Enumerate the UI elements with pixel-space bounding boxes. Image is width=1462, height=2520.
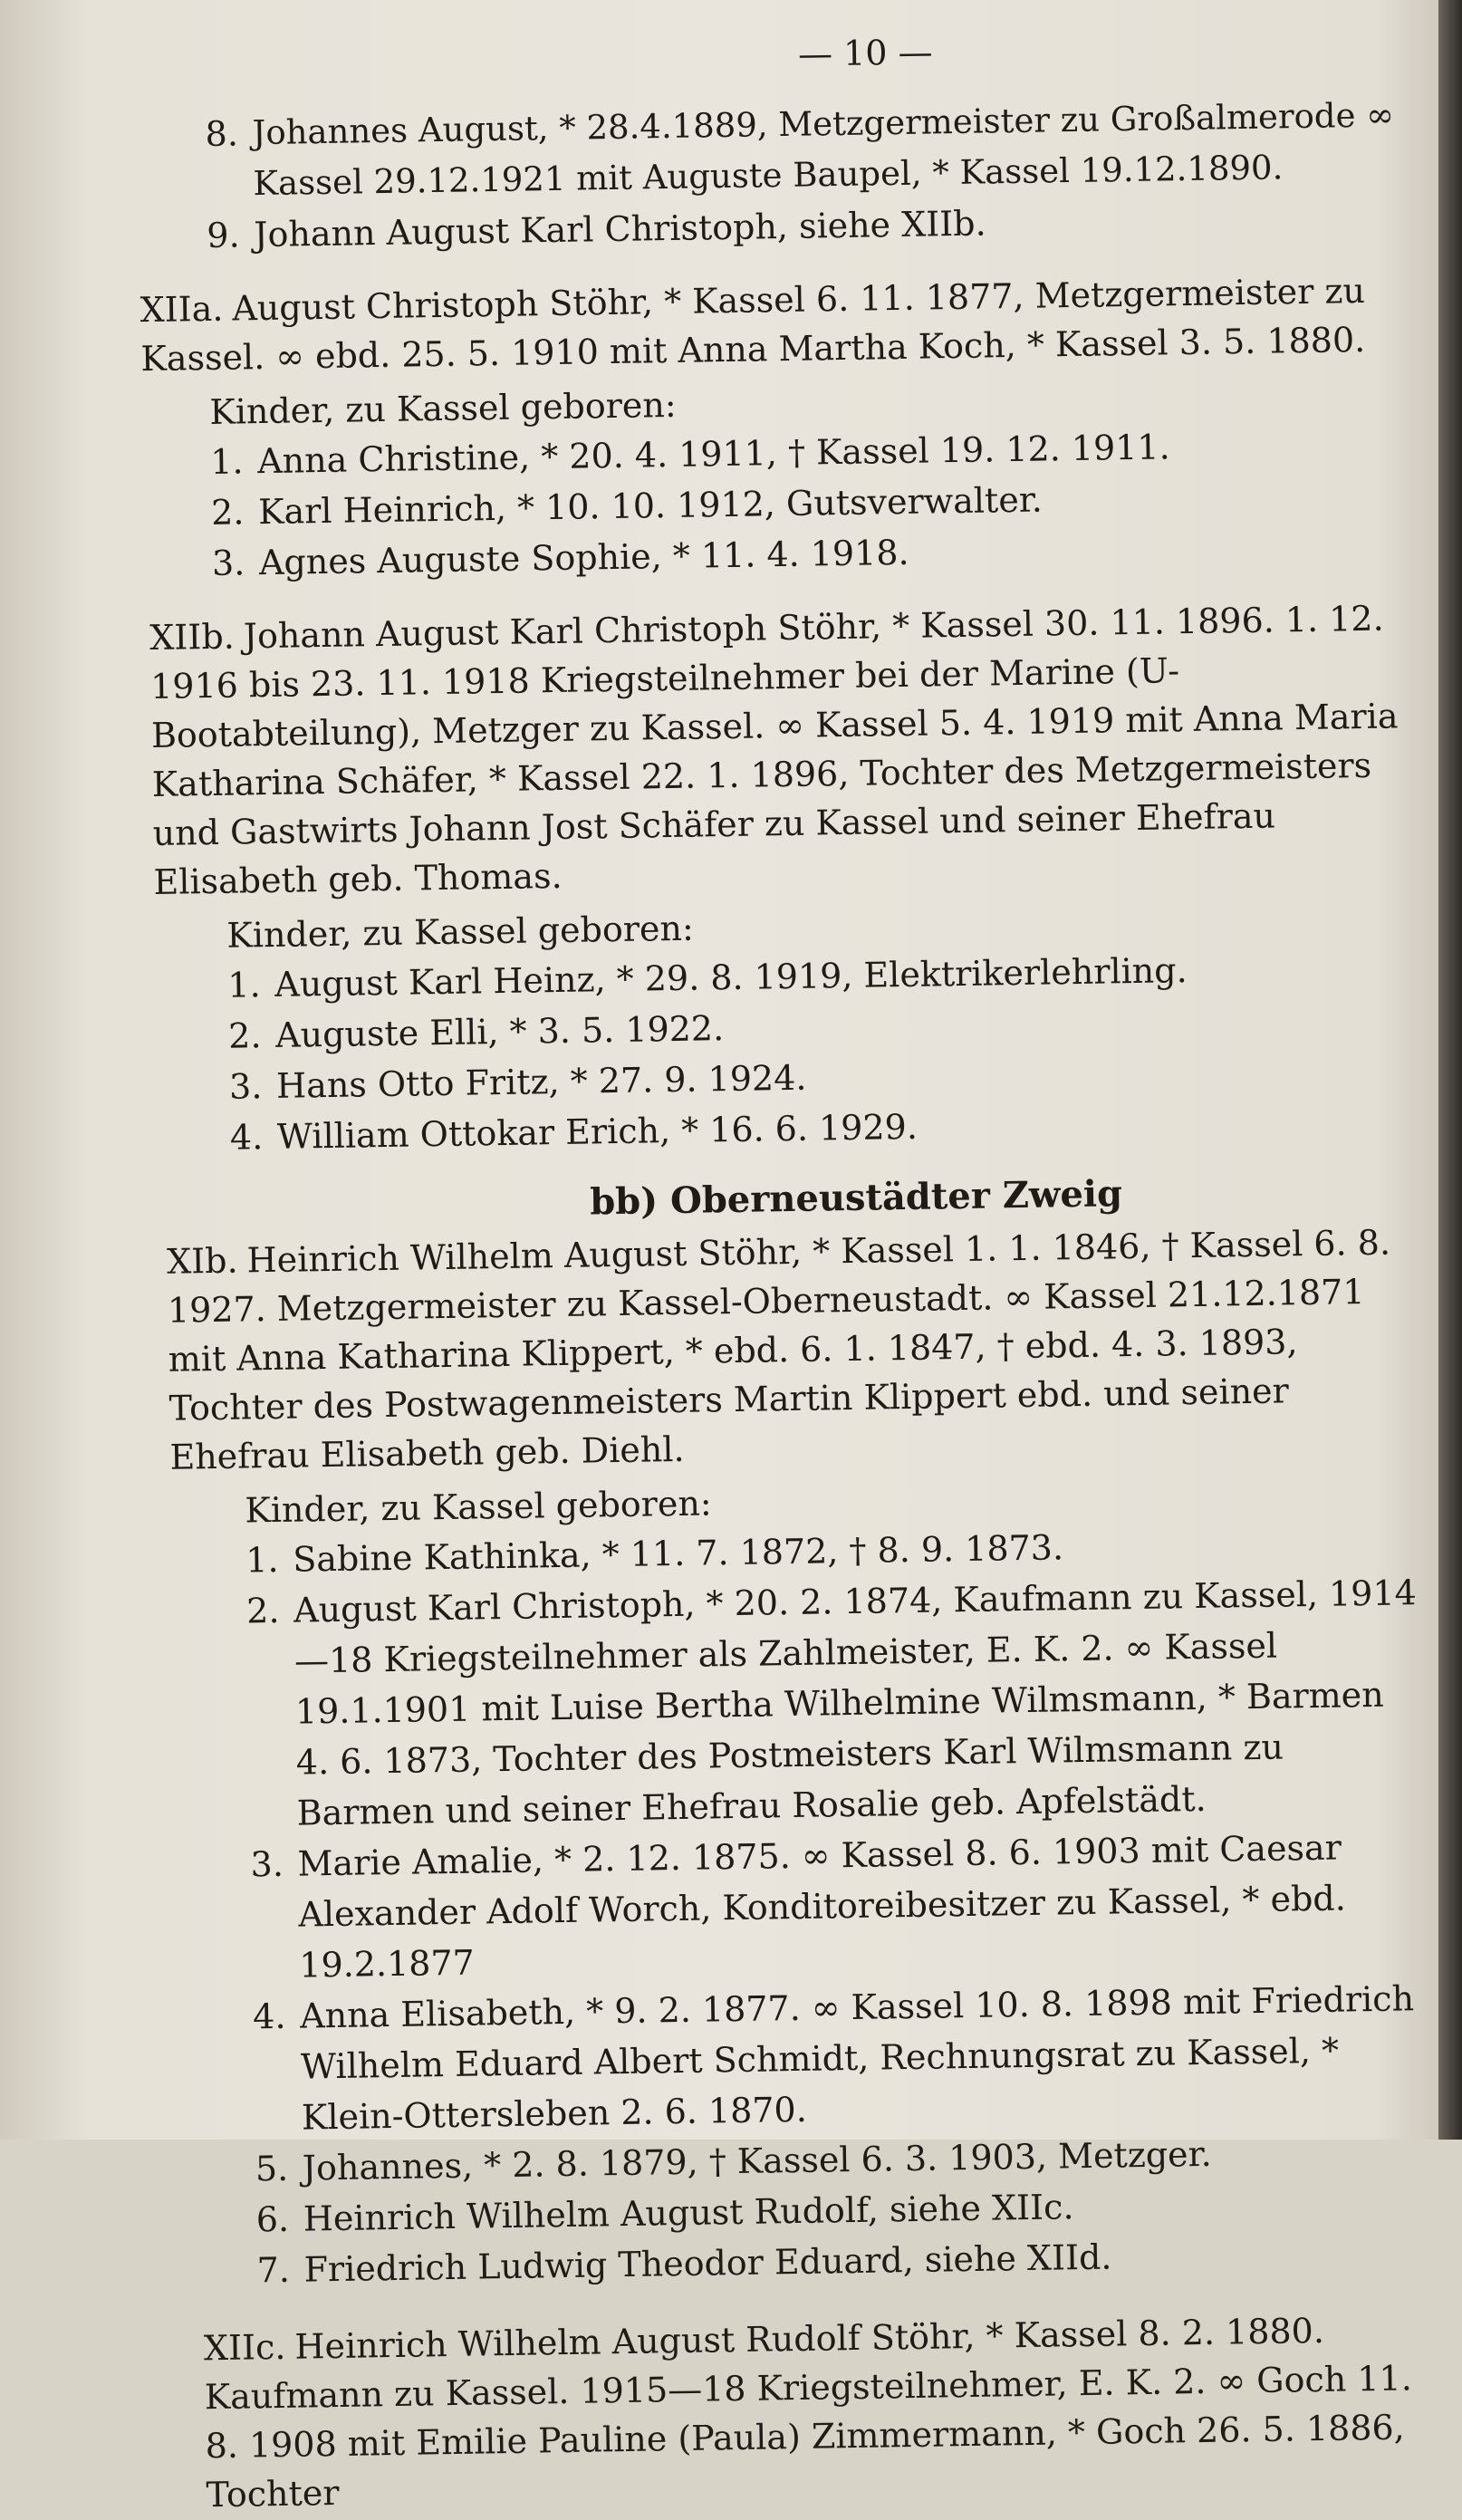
item-text: William Ottokar Erich, * 16. 6. 1929. [276,1106,919,1157]
children-heading: Kinder, zu Kassel geboren: [245,1483,712,1531]
item-number: 1. [209,441,244,482]
section-label: XIb. [166,1240,238,1282]
section-label: XIIc. [203,2326,286,2369]
item-number: 6. [255,2198,290,2240]
section-xib [167,1217,1422,1482]
section-text: August Christoph Stöhr, * Kassel 6. 11. 1877, Metzgermeister zu Kassel. ∞ ebd. 25. 5. 1910 mit Anna Martha Koch, * Kassel 3. 5. 1880. [140,270,1366,380]
section-label: XIIb. [149,616,236,659]
list-item [246,1567,1428,1839]
section-xiia [139,265,1405,383]
section-text: Johann August Karl Christoph Stöhr, * Kassel 30. 11. 1896. 1. 12. 1916 bis 23. 11. 1918 Kriegsteilnehmer bei der Marine (U-Bootabteilung), Metzger zu Kassel. ∞ Kassel 5. 4. 1919 mit Anna Maria Katharina Schäfer, * Kassel 22. 1. 1896, Tochter des Metzgermeisters und Gastwirts Johann Jost Schäfer zu Kassel und seiner Ehefrau Elisabeth geb. Thomas. [149,598,1399,902]
item-number: 1. [226,965,261,1005]
item-text: Agnes Auguste Sophie, * 11. 4. 1918. [258,532,909,583]
section-text: Heinrich Wilhelm August Stöhr, * Kassel 1. 1. 1846, † Kassel 6. 8. 1927. Metzgermeister zu Kassel-Oberneustadt. ∞ Kassel 21.12.1871 mit Anna Katharina Klippert, * ebd. 6. 1. 1847, † ebd. 4. 3. 1893, Tochter des Postwagenmeisters Martin Klippert ebd. und seiner Ehefrau Elisabeth geb. Diehl. [167,1222,1391,1477]
list-item [205,90,1402,210]
item-number: 1. [245,1539,279,1581]
item-text: Hans Otto Fritz, * 27. 9. 1924. [275,1057,807,1106]
section-xiic [204,2304,1438,2519]
item-number: 2. [245,1590,280,1631]
section-xiib [149,593,1413,907]
item-text: Karl Heinrich, * 10. 10. 1912, Gutsverwalter. [257,479,1044,533]
item-number: 7. [256,2249,291,2291]
item-text: Anna Christine, * 20. 4. 1911, † Kassel 19. 12. 1911. [256,427,1170,482]
item-number: 5. [255,2148,289,2189]
item-number: 2. [227,1015,262,1056]
item-text: Anna Elisabeth, * 9. 2. 1877. ∞ Kassel 10. 8. 1898 mit Friedrich Wilhelm Eduard Albert Schmidt, Rechnungsrat zu Kassel, * Klein-Ottersleben 2. 6. 1870. [299,1978,1415,2138]
list-item [253,1973,1432,2143]
item-text: Auguste Elli, * 3. 5. 1922. [274,1008,725,1055]
subheading: bb) Oberneustädter Zweig [589,1172,1123,1224]
item-number: 2. [210,492,245,533]
item-number: 4. [252,1996,286,2037]
page-content [139,24,1438,2518]
children-heading: Kinder, zu Kassel geboren: [226,908,695,956]
item-number: 3. [250,1843,284,1885]
item-number: 8. [205,113,239,154]
item-text: Marie Amalie, * 2. 12. 1875. ∞ Kassel 8. 6. 1903 mit Caesar Alexander Adolf Worch, Konditoreibesitzer zu Kassel, * ebd. 19.2.1877 [297,1827,1347,1986]
item-number: 9. [206,215,240,255]
section-text: Heinrich Wilhelm August Rudolf Stöhr, * Kassel 8. 2. 1880. Kaufmann zu Kassel. 1915—18 Kriegsteilnehmer, E. K. 2. ∞ Goch 11. 8. 1908 mit Emilie Pauline (Paula) Zimmermann, * Goch 26. 5. 1886, Tochter [204,2310,1413,2515]
item-text: Johann August Karl Christoph, siehe XIIb. [253,203,986,255]
item-text: August Karl Christoph, * 20. 2. 1874, Kaufmann zu Kassel, 1914—18 Kriegsteilnehmer als Zahlmeister, E. K. 2. ∞ Kassel 19.1.1901 mit Luise Bertha Wilhelmine Wilmsmann, * Barmen 4. 6. 1873, Tochter des Postmeisters Karl Wilmsmann zu Barmen und seiner Ehefrau Rosalie geb. Apfelstädt. [293,1573,1418,1833]
item-number: 3. [211,543,245,583]
item-text: Johannes, * 2. 8. 1879, † Kassel 6. 3. 1903, Metzger. [302,2133,1212,2188]
book-edge-shadow [1438,0,1462,2140]
item-text: Johannes August, * 28.4.1889, Metzgermeister zu Großalmerode ∞ Kassel 29.12.1921 mit Auguste Baupel, * Kassel 19.12.1890. [252,95,1395,204]
item-text: Heinrich Wilhelm August Rudolf, siehe XIIc. [303,2187,1074,2239]
item-text: Sabine Kathinka, * 11. 7. 1872, † 8. 9. 1873. [292,1527,1064,1580]
section-label: XIIa. [139,288,224,331]
item-number: 4. [229,1117,264,1158]
item-number: 3. [228,1066,263,1107]
page-number: — 10 — [797,32,933,74]
list-item [250,1821,1429,1991]
item-text: Friedrich Ludwig Theodor Eduard, siehe XIId. [303,2236,1112,2290]
item-text: August Karl Heinz, * 29. 8. 1919, Elektrikerlehrling. [274,950,1188,1005]
children-heading: Kinder, zu Kassel geboren: [209,384,677,432]
